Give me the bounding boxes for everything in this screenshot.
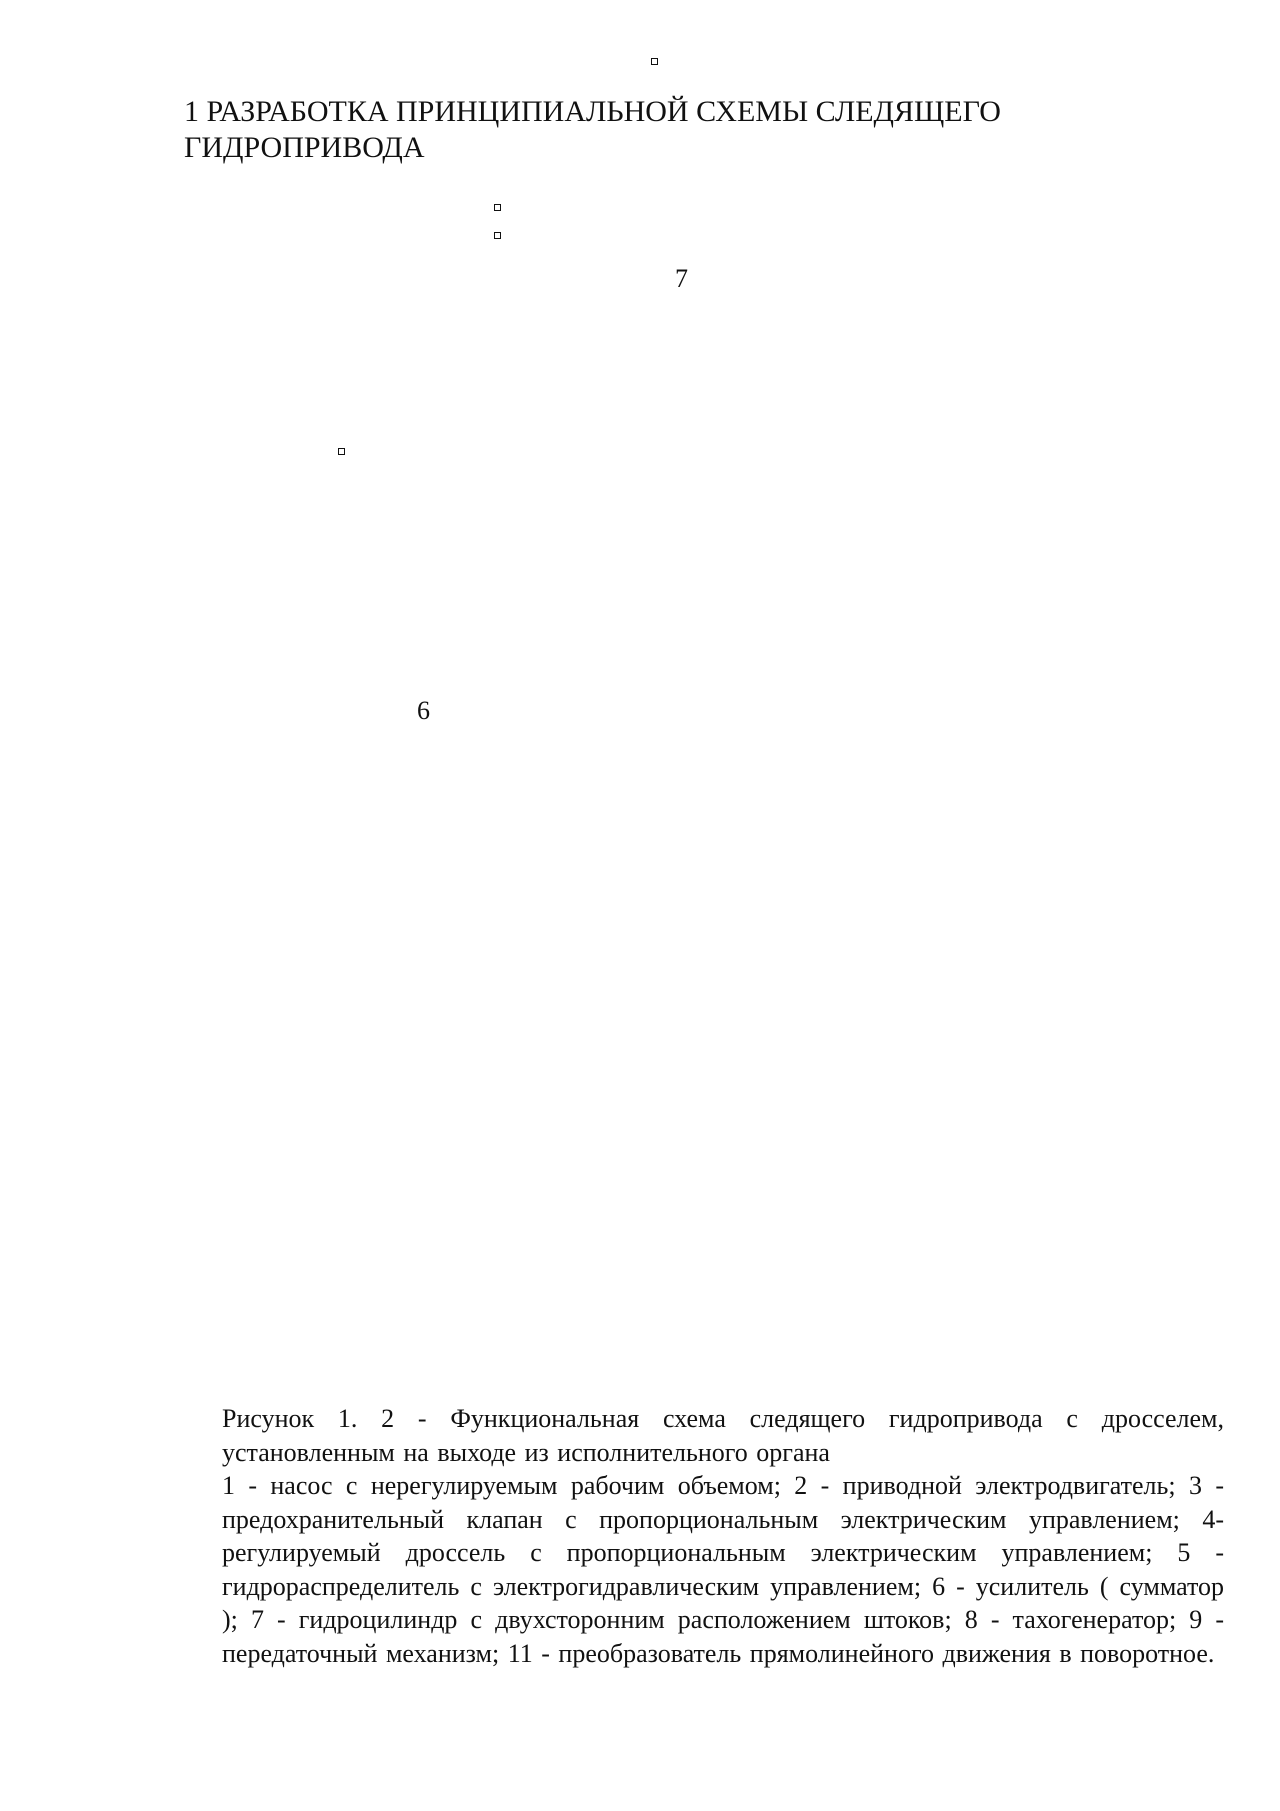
image-anchor-marker-1 (494, 204, 501, 211)
figure-label-6: 6 (417, 696, 430, 725)
image-anchor-marker-2 (494, 232, 501, 239)
figure-label-7: 7 (675, 264, 688, 293)
figure-caption-title: Рисунок 1. 2 - Функциональная схема следящего гидропривода с дросселем, установленным на выходе из исполнительного органа (222, 1404, 1224, 1467)
section-heading: 1 РАЗРАБОТКА ПРИНЦИПИАЛЬНОЙ СХЕМЫ СЛЕДЯЩЕГО ГИДРОПРИВОДА (184, 95, 1001, 164)
figure-caption-legend: 1 - насос с нерегулируемым рабочим объемом; 2 - приводной электродвигатель; 3 - предохранительный клапан с пропорциональным электрическим управлением; 4- регулируемый дроссель с пропорциональным электрическим управлением; 5 - гидрораспределитель с электрогидравлическим управлением; 6 - усилитель ( сумматор ); 7 - гидроцилиндр с двухсторонним расположением штоков; 8 - тахогенератор; 9 - передаточный механизм; 11 - преобразователь прямолинейного движения в поворотное. (222, 1471, 1224, 1668)
image-anchor-marker-3 (338, 448, 345, 455)
figure-caption (222, 1402, 1224, 1670)
image-anchor-marker-top (651, 58, 658, 65)
